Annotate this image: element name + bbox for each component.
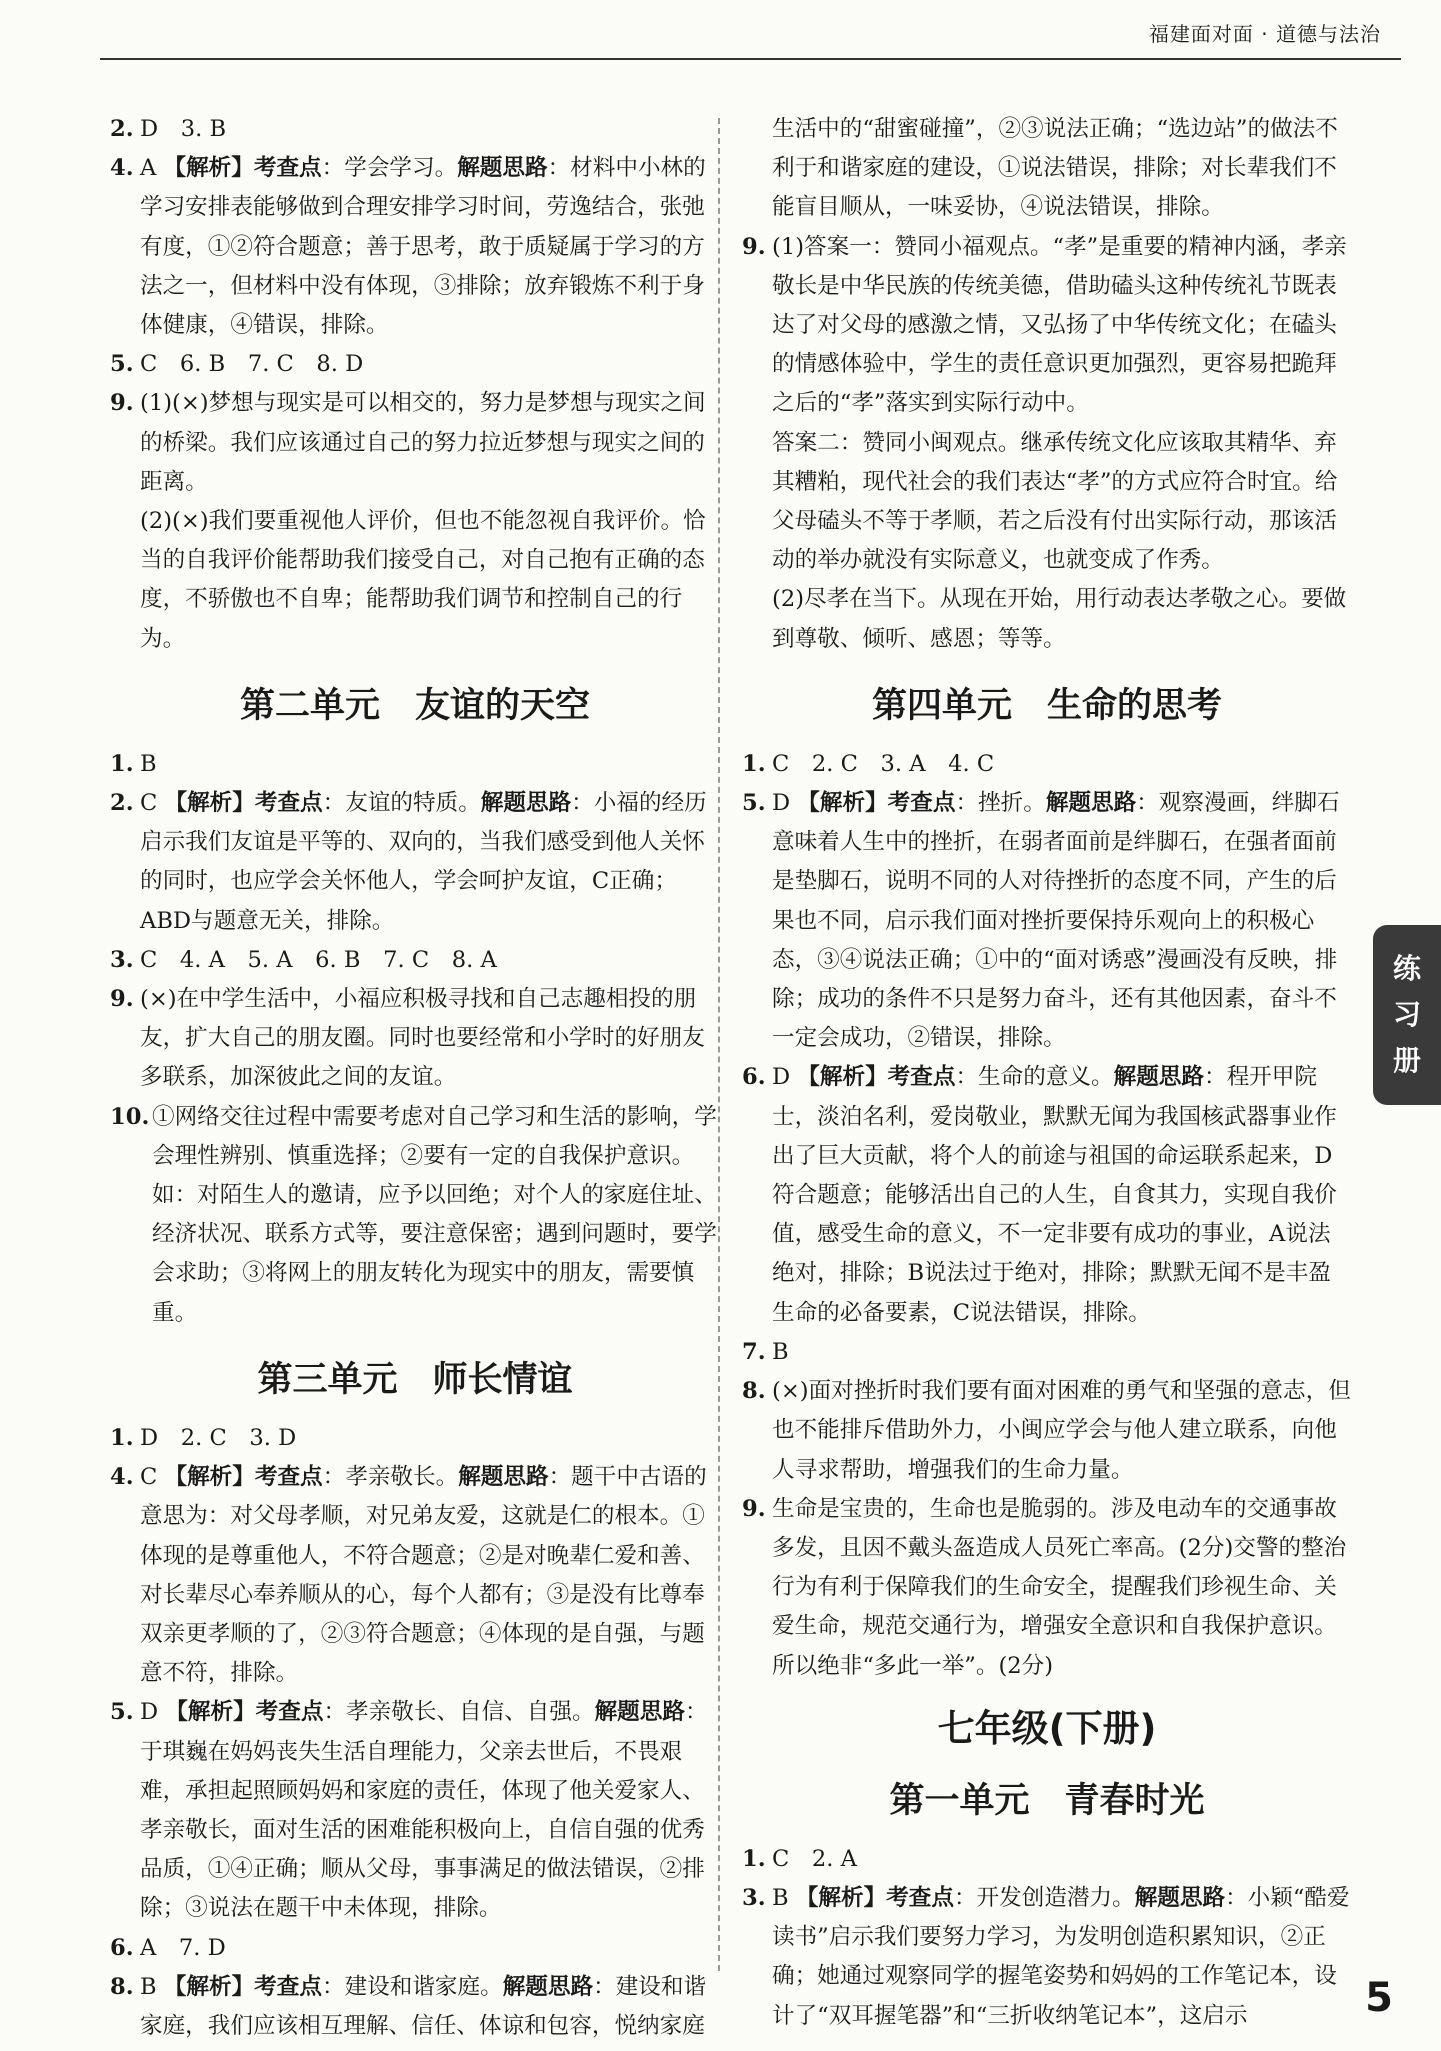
question-number: 1. xyxy=(110,1424,134,1451)
answer-text: D 【解析】考查点：生命的意义。解题思路：程开甲院士，淡泊名利，爱岗敬业，默默无闻为我国核武器事业作出了巨大贡献，将个人的前途与祖国的命运联系起来，D符合题意；能够活出自己的人生，自食其力，实现自我价值，感受生命的意义，不一定非要有成功的事业，A说法绝对，排除；B说法过于绝对，排除；默默无闻不是丰盈生命的必备要素，C说法错误，排除。 xyxy=(772,1064,1337,1326)
answer-text: D 3. B xyxy=(140,116,227,142)
page-number: 5 xyxy=(1365,1975,1393,2021)
answer-key-label: 解题思路 xyxy=(594,1699,685,1726)
answer-key-label: 解题思路 xyxy=(1113,1064,1204,1091)
answer-key-label: 考查点 xyxy=(254,790,323,817)
question-number: 3. xyxy=(742,1884,766,1911)
answer-item xyxy=(110,1419,720,1458)
answer-key-label: 【解析】 xyxy=(797,790,888,817)
question-number: 1. xyxy=(742,750,766,777)
answer-text: A 【解析】考查点：学会学习。解题思路：材料中小林的学习安排表能够做到合理安排学习时间，劳逸结合，张弛有度，①②符合题意；善于思考，敢于质疑属于学习的方法之一，但材料中没有体现，③排除；放弃锻炼不利于身体健康，④错误，排除。 xyxy=(140,155,706,339)
answer-item xyxy=(742,1490,1352,1686)
answer-item xyxy=(110,110,720,149)
answer-item xyxy=(110,384,720,502)
answer-key-label: 【解析】 xyxy=(795,1884,887,1911)
answer-item xyxy=(110,1693,720,1928)
answer-key-label: 考查点 xyxy=(254,1973,322,2000)
answer-item xyxy=(110,980,720,1098)
answer-paragraph: (2)(×)我们要重视他人评价，但也不能忽视自我评价。恰当的自我评价能帮助我们接受自己，对自己抱有正确的态度，不骄傲也不自卑；能帮助我们调节和控制自己的行为。 xyxy=(140,508,706,652)
answer-key-label: 【解析】 xyxy=(163,1973,255,2000)
answer-text: C 【解析】考查点：友谊的特质。解题思路：小福的经历启示我们友谊是平等的、双向的，当我们感受到他人关怀的同时，也应学会关怀他人，学会呵护友谊，C正确；ABD与题意无关，排除。 xyxy=(140,790,707,934)
running-header: 福建面对面 · 道德与法治 xyxy=(1148,22,1381,46)
question-number: 2. xyxy=(110,790,134,817)
question-number: 4. xyxy=(110,155,134,182)
column-divider xyxy=(718,118,720,1971)
answer-key-label: 【解析】 xyxy=(163,155,254,182)
answer-item xyxy=(110,941,720,980)
question-number: 10. xyxy=(110,1103,150,1130)
answer-text: B xyxy=(772,1338,789,1365)
answer-key-label: 解题思路 xyxy=(1134,1884,1226,1911)
answer-paragraph: 生活中的“甜蜜碰撞”，②③说法正确；“选边站”的做法不利于和谐家庭的建设，①说法错误，排除；对长辈我们不能盲目顺从，一味妥协，④说法错误，排除。 xyxy=(772,116,1338,221)
answer-key-label: 考查点 xyxy=(254,1464,323,1491)
answer-key-label: 解题思路 xyxy=(1045,790,1137,817)
answer-text: (1)答案一：赞同小福观点。“孝”是重要的精神内涵，孝亲敬长是中华民族的传统美德，借助磕头这种传统礼节既表达了对父母的感激之情，又弘扬了中华传统文化；在磕头的情感体验中，学生的责任意识更加强烈，更容易把跪拜之后的“孝”落实到实际行动中。 xyxy=(772,233,1347,417)
question-number: 3. xyxy=(110,946,134,973)
question-number: 5. xyxy=(742,790,766,817)
question-number: 8. xyxy=(110,1973,134,2000)
answer-item xyxy=(742,784,1352,1058)
answer-key-label: 解题思路 xyxy=(502,1973,594,2000)
answer-item xyxy=(742,228,1352,424)
question-number: 1. xyxy=(110,750,134,777)
unit-heading: 第一单元 青春时光 xyxy=(889,1780,1205,1821)
answer-key-label: 考查点 xyxy=(255,1699,324,1726)
question-number: 9. xyxy=(110,986,134,1013)
answer-item xyxy=(110,745,720,784)
answer-key-label: 【解析】 xyxy=(165,1699,256,1726)
answer-text: B 【解析】考查点：建设和谐家庭。解题思路：建设和谐家庭，我们应该相互理解、信任、体谅和包容，悦纳家庭 xyxy=(140,1973,707,2039)
header-rule xyxy=(100,58,1401,60)
answer-item xyxy=(742,1840,1352,1879)
answer-text: (1)(×)梦想与现实是可以相交的，努力是梦想与现实之间的桥梁。我们应该通过自己的努力拉近梦想与现实之间的距离。 xyxy=(140,390,706,495)
side-tab-char: 册 xyxy=(1392,1044,1421,1077)
answer-item xyxy=(742,1879,1352,2036)
answer-text: D 【解析】考查点：孝亲敬长、自信、自强。解题思路：于琪巍在妈妈丧失生活自理能力，父亲去世后，不畏艰难，承担起照顾妈妈和家庭的责任，体现了他关爱家人、孝亲敬长，面对生活的困难能积极向上，自信自强的优秀品质，①④正确；顺从父母，事事满足的做法错误，②排除；③说法在题干中未体现，排除。 xyxy=(140,1699,708,1922)
answer-text: 生命是宝贵的，生命也是脆弱的。涉及电动车的交通事故多发，且因不戴头盔造成人员死亡率高。(2分)交警的整治行为有利于保障我们的生命安全，提醒我们珍视生命、关爱生命，规范交通行为，增强安全意识和自我保护意识。所以绝非“多此一举”。(2分) xyxy=(772,1495,1347,1679)
question-number: 4. xyxy=(110,1464,134,1491)
unit-heading: 第三单元 师长情谊 xyxy=(257,1359,573,1400)
unit-heading: 第二单元 友谊的天空 xyxy=(239,685,590,726)
question-number: 9. xyxy=(110,390,134,417)
answer-paragraph: (2)尽孝在当下。从现在开始，用行动表达孝敬之心。要做到尊敬、倾听、感恩；等等。 xyxy=(772,586,1347,652)
side-tab-char: 练 xyxy=(1392,952,1421,985)
answer-item xyxy=(110,345,720,384)
answer-text: C 2. C 3. A 4. C xyxy=(772,750,995,777)
answer-item xyxy=(742,1058,1352,1332)
question-number: 9. xyxy=(742,233,766,260)
answer-item xyxy=(742,745,1352,784)
answer-text: C 6. B 7. C 8. D xyxy=(140,351,364,378)
answer-key-label: 考查点 xyxy=(887,1064,956,1091)
answer-text: (×)在中学生活中，小福应积极寻找和自己志趣相投的朋友，扩大自己的朋友圈。同时也要经常和小学时的好朋友多联系，加深彼此之间的友谊。 xyxy=(140,986,705,1091)
answer-key-label: 考查点 xyxy=(886,1884,954,1911)
answer-text: (×)面对挫折时我们要有面对困难的勇气和坚强的意志，但也不能排斥借助外力，小闽应学会与他人建立联系，向他人寻求帮助，增强我们的生命力量。 xyxy=(772,1378,1351,1483)
side-tab-practice-book xyxy=(1373,925,1441,1105)
grade-heading: 七年级(下册) xyxy=(937,1706,1157,1750)
answer-item xyxy=(742,1333,1352,1372)
answer-item xyxy=(110,1098,720,1333)
answer-text: B xyxy=(140,750,157,777)
answer-item xyxy=(110,1968,720,2046)
answer-key-label: 解题思路 xyxy=(458,1464,549,1491)
answer-text: C 4. A 5. A 6. B 7. C 8. A xyxy=(140,946,497,973)
answer-paragraph: 答案二：赞同小闽观点。继承传统文化应该取其精华、弃其糟粕，现代社会的我们表达“孝”的方式应符合时宜。给父母磕头不等于孝顺，若之后没有付出实际行动，那该活动的举办就没有实际意义，也就变成了作秀。 xyxy=(772,429,1338,574)
question-number: 2. xyxy=(110,116,134,142)
question-number: 9. xyxy=(742,1495,766,1522)
answer-text: C 2. A xyxy=(772,1845,857,1872)
left-column xyxy=(110,110,720,2046)
question-number: 7. xyxy=(742,1338,766,1365)
answer-key-label: 考查点 xyxy=(253,155,322,182)
question-number: 1. xyxy=(742,1845,766,1872)
side-tab-char: 习 xyxy=(1392,998,1421,1031)
right-column xyxy=(742,110,1352,2036)
answer-key-label: 解题思路 xyxy=(457,155,548,182)
answer-item xyxy=(110,149,720,345)
answer-text: C 【解析】考查点：孝亲敬长。解题思路：题干中古语的意思为：对父母孝顺，对兄弟友爱，这就是仁的根本。①体现的是尊重他人，不符合题意；②是对晚辈仁爱和善、对长辈尽心奉养顺从的心，每个人都有；③是没有比尊奉双亲更孝顺的了，②③符合题意；④体现的是自强，与题意不符，排除。 xyxy=(140,1464,707,1687)
answer-text: B 【解析】考查点：开发创造潜力。解题思路：小颖“酷爱读书”启示我们要努力学习，为发明创造积累知识，②正确；她通过观察同学的握笔姿势和妈妈的工作笔记本，设计了“双耳握笔器”和“三折收纳笔记本”，这启示 xyxy=(772,1884,1350,2029)
question-number: 6. xyxy=(742,1064,766,1091)
answer-text: A 7. D xyxy=(140,1934,226,1961)
answer-item xyxy=(110,1929,720,1968)
answer-key-label: 【解析】 xyxy=(164,790,255,817)
answer-text: D 2. C 3. D xyxy=(140,1424,297,1451)
answer-item xyxy=(110,1458,720,1693)
answer-item xyxy=(742,1372,1352,1490)
answer-key-label: 【解析】 xyxy=(164,1464,255,1491)
unit-heading: 第四单元 生命的思考 xyxy=(871,685,1222,726)
answer-text: D 【解析】考查点：挫折。解题思路：观察漫画，绊脚石意味着人生中的挫折，在弱者面前是绊脚石，在强者面前是垫脚石，说明不同的人对待挫折的态度不同，产生的后果也不同，启示我们面对挫折要保持乐观向上的积极心态，③④说法正确；①中的“面对诱惑”漫画没有反映，排除；成功的条件不只是努力奋斗，还有其他因素，奋斗不一定会成功，②错误，排除。 xyxy=(772,790,1340,1052)
question-number: 5. xyxy=(110,351,134,378)
question-number: 8. xyxy=(742,1378,766,1405)
answer-key-label: 考查点 xyxy=(887,790,956,817)
answer-text: ①网络交往过程中需要考虑对自己学习和生活的影响，学会理性辨别、慎重选择；②要有一定的自我保护意识。如：对陌生人的邀请，应予以回绝；对个人的家庭住址、经济状况、联系方式等，要注意保密；遇到问题时，要学会求助；③将网上的朋友转化为现实中的朋友，需要慎重。 xyxy=(152,1103,717,1326)
answer-item xyxy=(110,784,720,941)
answer-key-label: 【解析】 xyxy=(797,1064,888,1091)
answer-key-label: 解题思路 xyxy=(480,790,572,817)
question-number: 5. xyxy=(110,1699,134,1726)
question-number: 6. xyxy=(110,1934,134,1961)
